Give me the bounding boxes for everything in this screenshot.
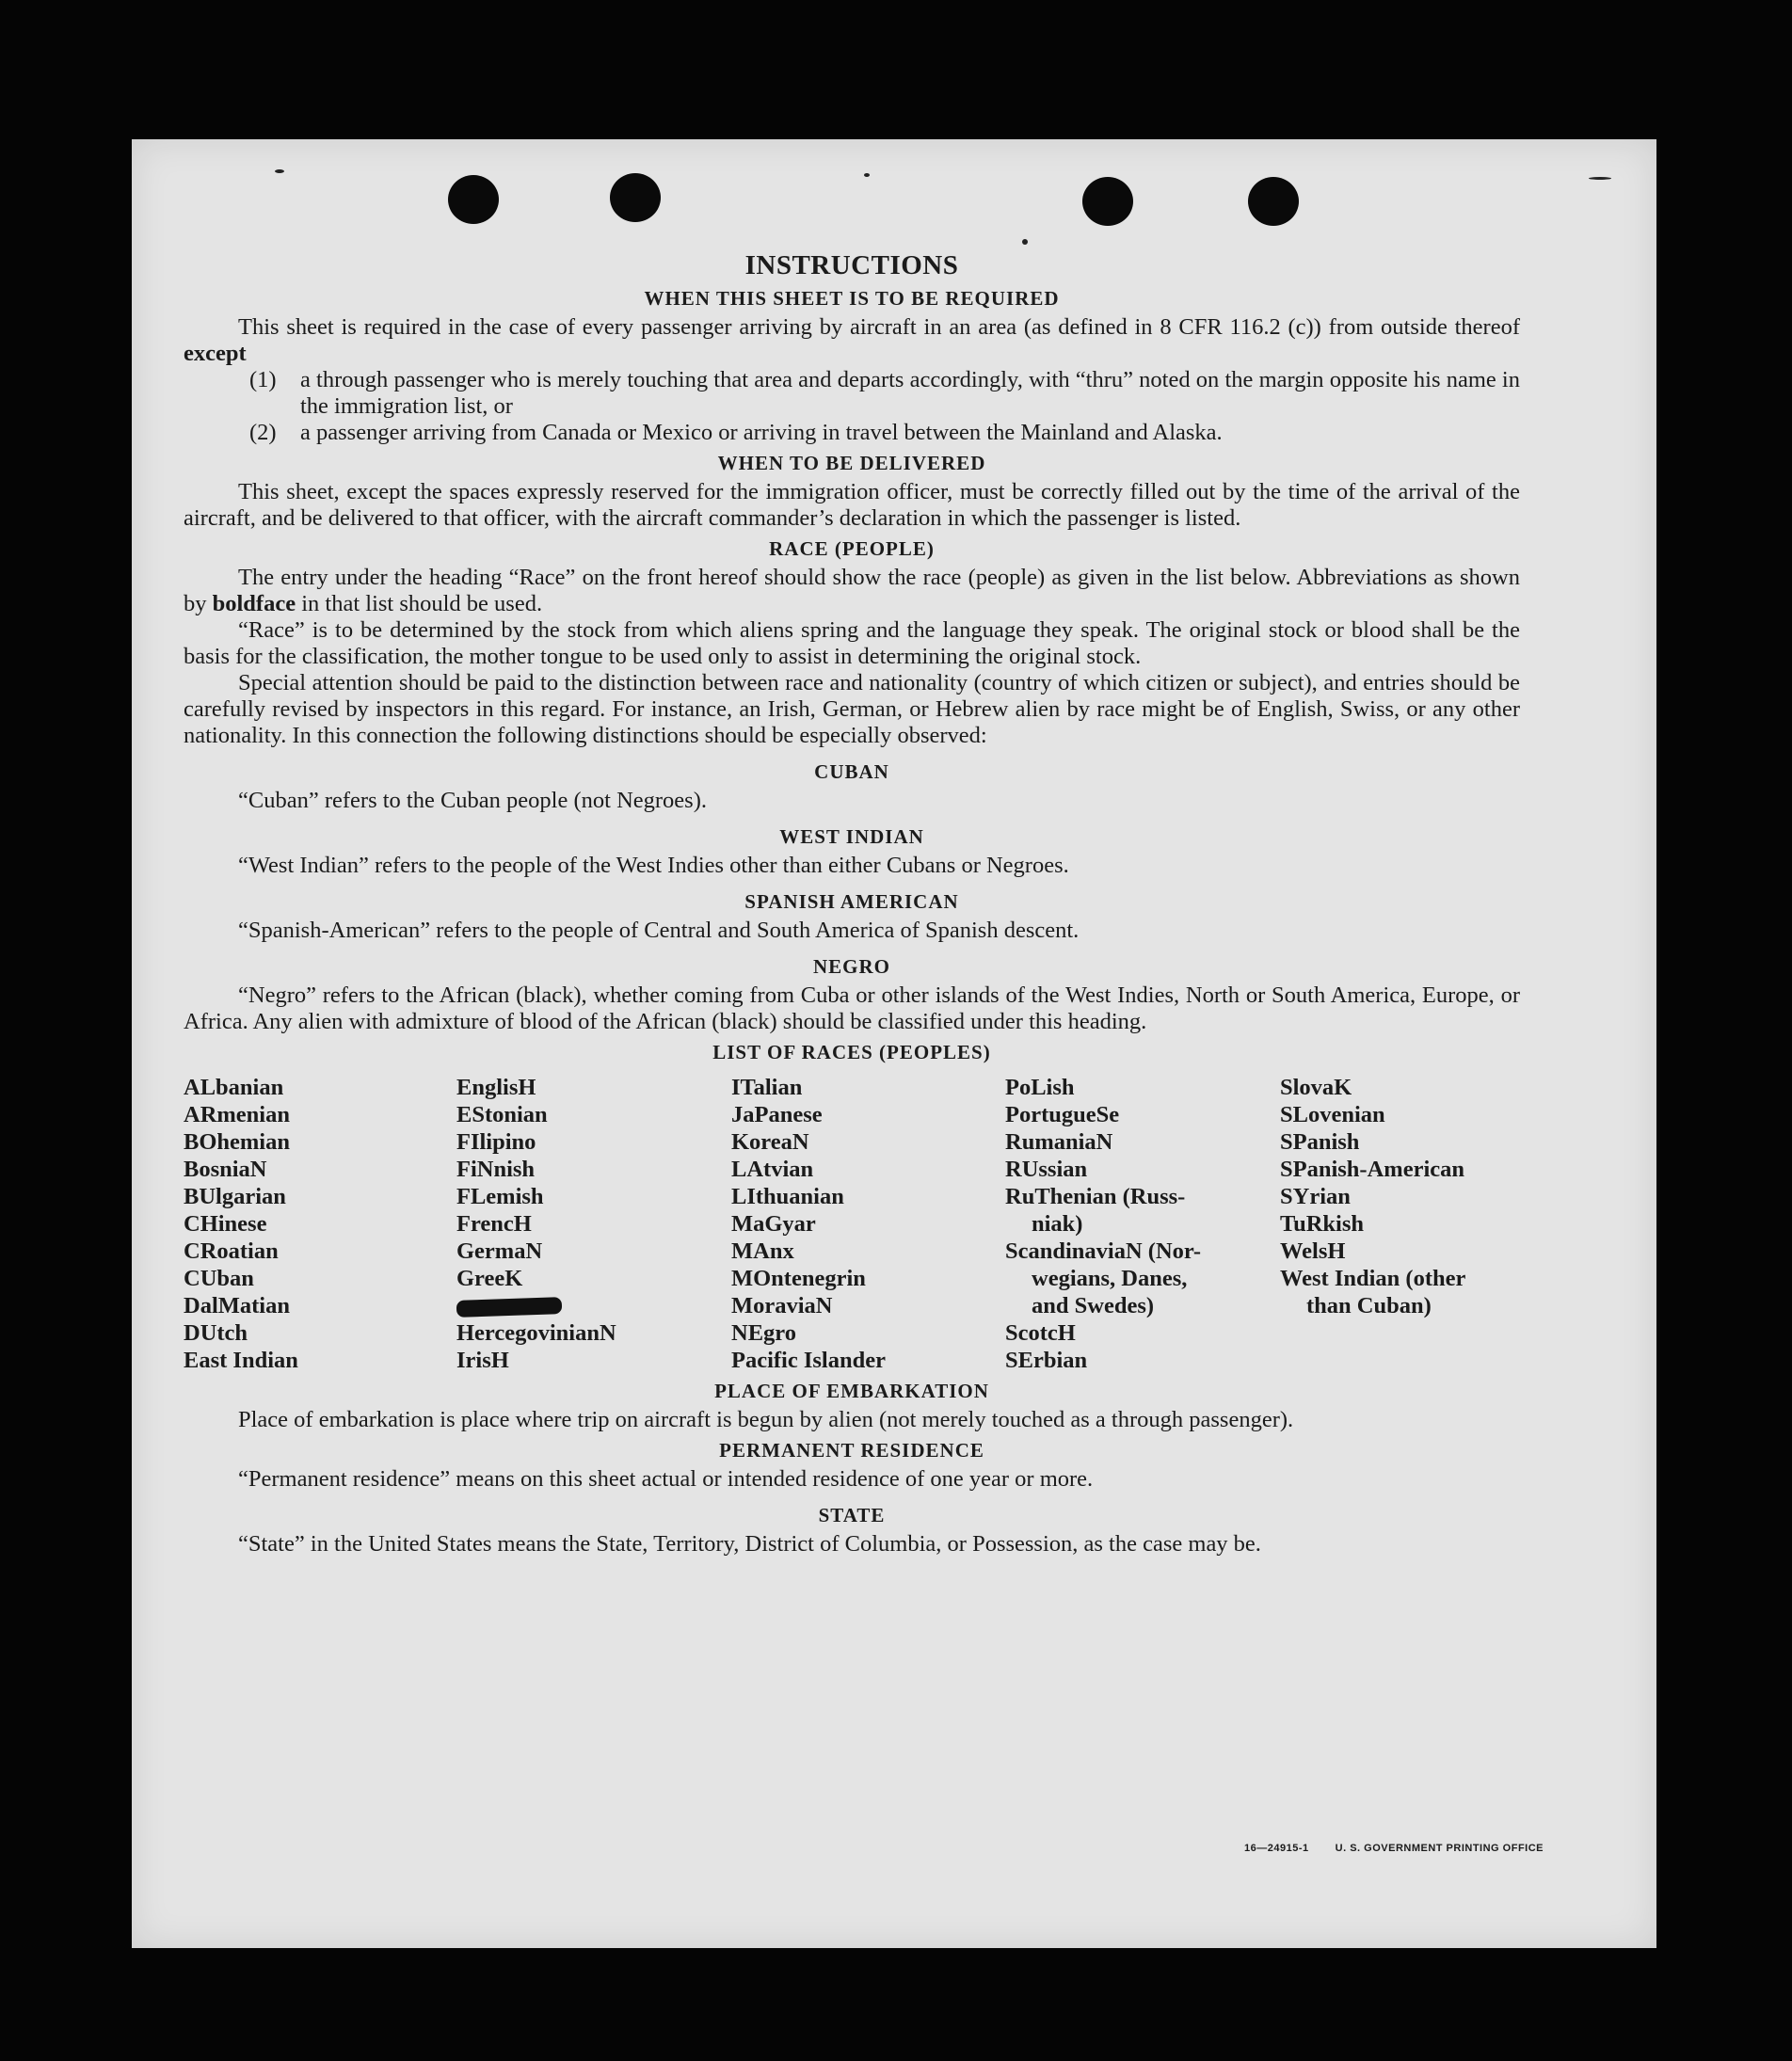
races-column-5 <box>1280 1074 1525 1374</box>
race-entry: PortugueSe <box>1005 1102 1120 1127</box>
race-entry: RumaniaN <box>1005 1129 1113 1155</box>
race-entry: FIlipino <box>456 1129 536 1155</box>
heading-required: WHEN THIS SHEET IS TO BE REQUIRED <box>644 287 1060 310</box>
punch-hole <box>1248 177 1299 226</box>
race-entry: than Cuban) <box>1306 1293 1432 1318</box>
cuban-paragraph: “Cuban” refers to the Cuban people (not Negroes). <box>238 788 707 813</box>
heading-race: RACE (PEOPLE) <box>769 537 935 560</box>
race-paragraph-1 <box>184 565 1520 617</box>
page-title: INSTRUCTIONS <box>744 250 959 280</box>
race-entry: CUban <box>184 1266 254 1291</box>
race-entry: ARmenian <box>184 1102 290 1127</box>
race-entry: Pacific Islander <box>731 1348 886 1373</box>
heading-state: STATE <box>818 1504 886 1526</box>
heading-negro: NEGRO <box>812 955 890 978</box>
race-text: in that list should be used. <box>301 591 543 616</box>
race-entry: East Indian <box>184 1348 298 1373</box>
race-paragraph-3: Special attention should be paid to the distinction between race and nationality (country of which citizen or subject), and entries should be carefully revised by inspectors in this regard. For instance, an Irish, German, or Hebrew alien by race might be of English, Swiss, or any other nationality. In this connection the following distinctions should be especially observed: <box>184 670 1520 748</box>
negro-paragraph: “Negro” refers to the African (black), whether coming from Cuba or other islands of the West Indies, North or South America, Europe, or Africa. Any alien with admixture of blood of the African (black) should be classified under this heading. <box>184 983 1520 1034</box>
races-list <box>184 1074 1520 1374</box>
race-paragraph-2: “Race” is to be determined by the stock from which aliens spring and the language they speak. The original stock or blood shall be the basis for the classification, the mother tongue to be used only to assist in determining the original stock. <box>184 617 1520 669</box>
race-entry: FrencH <box>456 1211 532 1237</box>
race-entry: EStonian <box>456 1102 548 1127</box>
punch-hole <box>610 173 661 222</box>
state-paragraph: “State” in the United States means the State, Territory, District of Columbia, or Possession, as the case may be. <box>238 1531 1261 1557</box>
item-number: (2) <box>249 420 277 445</box>
races-column-2 <box>456 1074 731 1374</box>
race-entry: BosniaN <box>184 1157 267 1182</box>
dust-speck <box>275 169 284 173</box>
race-entry: SYrian <box>1280 1184 1351 1209</box>
delivered-paragraph: This sheet, except the spaces expressly reserved for the immigration officer, must be correctly filled out by the time of the arrival of the aircraft, and be delivered to that officer, with the aircraft commander’s declaration in which the passenger is listed. <box>184 479 1520 531</box>
dust-speck <box>864 173 870 177</box>
race-entry: EnglisH <box>456 1075 536 1100</box>
required-item-1 <box>249 367 1520 420</box>
race-entry: GermaN <box>456 1238 543 1264</box>
dust-speck <box>1022 239 1028 245</box>
race-entry: MAnx <box>731 1238 794 1264</box>
race-entry: RuThenian (Russ- <box>1005 1184 1186 1209</box>
race-entry: PoLish <box>1005 1075 1075 1100</box>
heading-west-indian: WEST INDIAN <box>779 825 924 848</box>
race-entry: GreeK <box>456 1266 523 1291</box>
race-entry: BUlgarian <box>184 1184 286 1209</box>
required-except: except <box>184 341 247 366</box>
redaction-mark <box>456 1297 563 1318</box>
races-column-1 <box>184 1074 456 1374</box>
race-entry: SErbian <box>1005 1348 1088 1373</box>
punch-hole <box>448 175 499 224</box>
race-entry: LAtvian <box>731 1157 814 1182</box>
race-entry: ITalian <box>731 1075 803 1100</box>
race-entry: ScotcH <box>1005 1320 1076 1346</box>
heading-cuban: CUBAN <box>814 760 889 783</box>
race-entry: and Swedes) <box>1032 1293 1155 1318</box>
race-entry: SLovenian <box>1280 1102 1385 1127</box>
heading-residence: PERMANENT RESIDENCE <box>719 1439 984 1462</box>
race-entry: BOhemian <box>184 1129 290 1155</box>
footer-imprint <box>1244 1843 1544 1854</box>
race-entry: FLemish <box>456 1184 544 1209</box>
embarkation-paragraph: Place of embarkation is place where trip on aircraft is begun by alien (not merely touched as a through passenger). <box>238 1407 1294 1432</box>
race-entry: niak) <box>1032 1211 1083 1237</box>
race-boldface: boldface <box>212 591 296 616</box>
item-number: (1) <box>249 367 277 392</box>
residence-paragraph: “Permanent residence” means on this sheet actual or intended residence of one year or more. <box>238 1466 1094 1492</box>
required-intro: This sheet is required in the case of every passenger arriving by aircraft in an area (as defined in 8 CFR 116.2 (c)) from outside thereof <box>238 314 1520 340</box>
race-entry: LIthuanian <box>731 1184 844 1209</box>
race-entry: CRoatian <box>184 1238 279 1264</box>
races-column-4 <box>1005 1074 1280 1374</box>
heading-list-of-races: LIST OF RACES (PEOPLES) <box>712 1041 991 1063</box>
race-entry: SPanish <box>1280 1129 1360 1155</box>
race-text: The entry under the heading “Race” on the front hereof should show the race (people) as given in the list below. Abbreviations as shown by <box>184 565 1520 616</box>
race-entry: SPanish-American <box>1280 1157 1464 1182</box>
race-entry: ALbanian <box>184 1075 284 1100</box>
race-entry: CHinese <box>184 1211 267 1237</box>
spanish-american-paragraph: “Spanish-American” refers to the people of Central and South America of Spanish descent. <box>238 918 1080 943</box>
document-sheet <box>132 139 1656 1948</box>
race-entry: wegians, Danes, <box>1032 1266 1188 1291</box>
item-text: a passenger arriving from Canada or Mexico or arriving in travel between the Mainland and Alaska. <box>300 420 1223 445</box>
races-column-3 <box>731 1074 1005 1374</box>
race-entry: DalMatian <box>184 1293 290 1318</box>
form-number: 16—24915-1 <box>1244 1843 1309 1854</box>
race-entry: MoraviaN <box>731 1293 833 1318</box>
race-entry: MOntenegrin <box>731 1266 866 1291</box>
race-entry: NEgro <box>731 1320 796 1346</box>
punch-hole <box>1082 177 1133 226</box>
race-entry: RUssian <box>1005 1157 1088 1182</box>
race-entry: DUtch <box>184 1320 248 1346</box>
race-entry: SlovaK <box>1280 1075 1352 1100</box>
race-entry: FiNnish <box>456 1157 536 1182</box>
instructions-content <box>184 250 1520 1558</box>
heading-embarkation: PLACE OF EMBARKATION <box>714 1380 989 1402</box>
race-entry: WelsH <box>1280 1238 1346 1264</box>
required-item-2 <box>249 420 1520 446</box>
required-paragraph <box>184 314 1520 367</box>
race-entry: HercegovinianN <box>456 1320 616 1346</box>
race-entry: West Indian (other <box>1280 1266 1466 1291</box>
race-entry: MaGyar <box>731 1211 816 1237</box>
race-entry: KoreaN <box>731 1129 809 1155</box>
west-indian-paragraph: “West Indian” refers to the people of the West Indies other than either Cubans or Negroes. <box>238 853 1069 878</box>
heading-delivered: WHEN TO BE DELIVERED <box>717 452 986 474</box>
redacted-entry <box>456 1292 731 1319</box>
race-entry: IrisH <box>456 1348 509 1373</box>
race-entry: ScandinaviaN (Nor- <box>1005 1238 1202 1264</box>
dust-speck <box>1589 177 1611 180</box>
race-entry: TuRkish <box>1280 1211 1365 1237</box>
item-text: a through passenger who is merely touching that area and departs accordingly, with “thru” noted on the margin opposite his name in the immigration list, or <box>300 367 1520 419</box>
heading-spanish-american: SPANISH AMERICAN <box>744 890 959 913</box>
race-entry: JaPanese <box>731 1102 823 1127</box>
printer-name: U. S. GOVERNMENT PRINTING OFFICE <box>1335 1843 1544 1854</box>
